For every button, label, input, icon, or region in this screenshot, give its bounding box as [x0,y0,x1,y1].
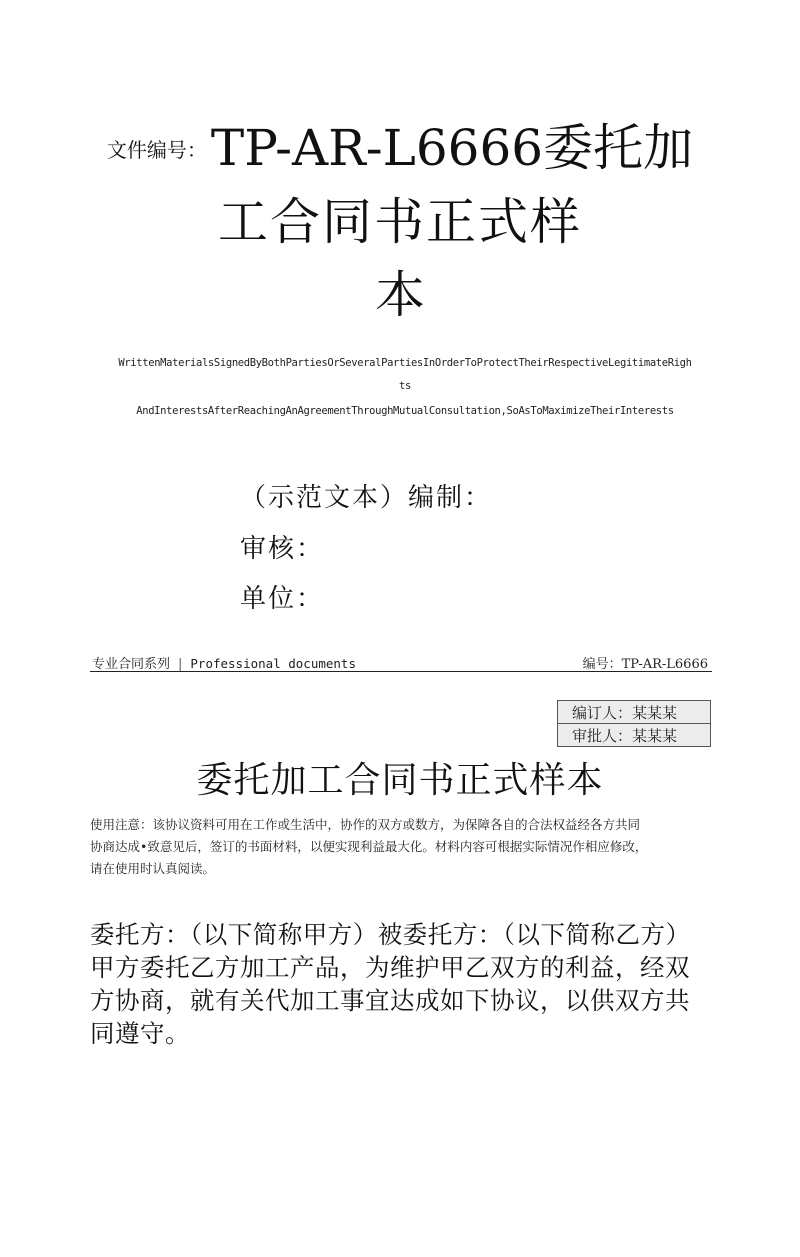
body-line: 方协商，就有关代加工事宜达成如下协议，以供双方共 [90,986,690,1015]
body-line: 同遵守。 [90,1019,190,1048]
approver-cell: 审批人：某某某 [558,724,711,747]
header-separator: | [178,657,183,672]
header-divider [90,671,712,672]
cover-title-line-2: 工合同书正式样 [218,193,582,251]
unit-field-label: 单位： [240,584,325,614]
cover-title-line-1 [0,108,800,180]
header-series [92,653,356,672]
doc-number-label: 文件编号： [106,138,207,162]
page-title: 委托加工合同书正式样本 [196,760,604,801]
edit-field-label: （示范文本）编制： [240,483,493,513]
editor-cell: 编订人：某某某 [558,701,711,724]
notice-line: 使用注意：该协议资料可用在工作或生活中，协作的双方或数方，为保障各自的合法权益经各方共同 [90,817,641,832]
notice-line: 请在使用时认真阅读。 [90,861,216,876]
body-line: 甲方委托乙方加工产品，为维护甲乙双方的利益，经双 [90,953,690,982]
subtitle-line-1: WrittenMaterialsSignedByBothPartiesOrSeveralPartiesInOrderToProtectTheirRespectiveLegitimateRigh [118,357,692,369]
header-doc-number: 编号：TP-AR-L6666 [582,657,708,672]
body-line: 委托方：（以下简称甲方）被委托方：（以下简称乙方） [90,920,691,949]
header-series-en: Professional documents [190,656,356,671]
header-series-label: 专业合同系列 [92,657,171,672]
notice-line: 协商达成•致意见后，签订的书面材料，以便实现利益最大化。材料内容可根据实际情况作相应修改， [90,839,648,854]
cover-title-line-3: 本 [375,266,425,324]
subtitle-line-2: ts [399,380,411,392]
contract-body [90,918,720,1050]
subtitle-line-3: AndInterestsAfterReachingAnAgreementThroughMutualConsultation,SoAsToMaximizeTheirInterests [136,405,674,417]
approval-table [557,700,711,747]
usage-notice [90,814,720,880]
cover-title-text-1: TP-AR-L6666委托加 [210,119,694,177]
review-field-label: 审核： [240,534,325,564]
